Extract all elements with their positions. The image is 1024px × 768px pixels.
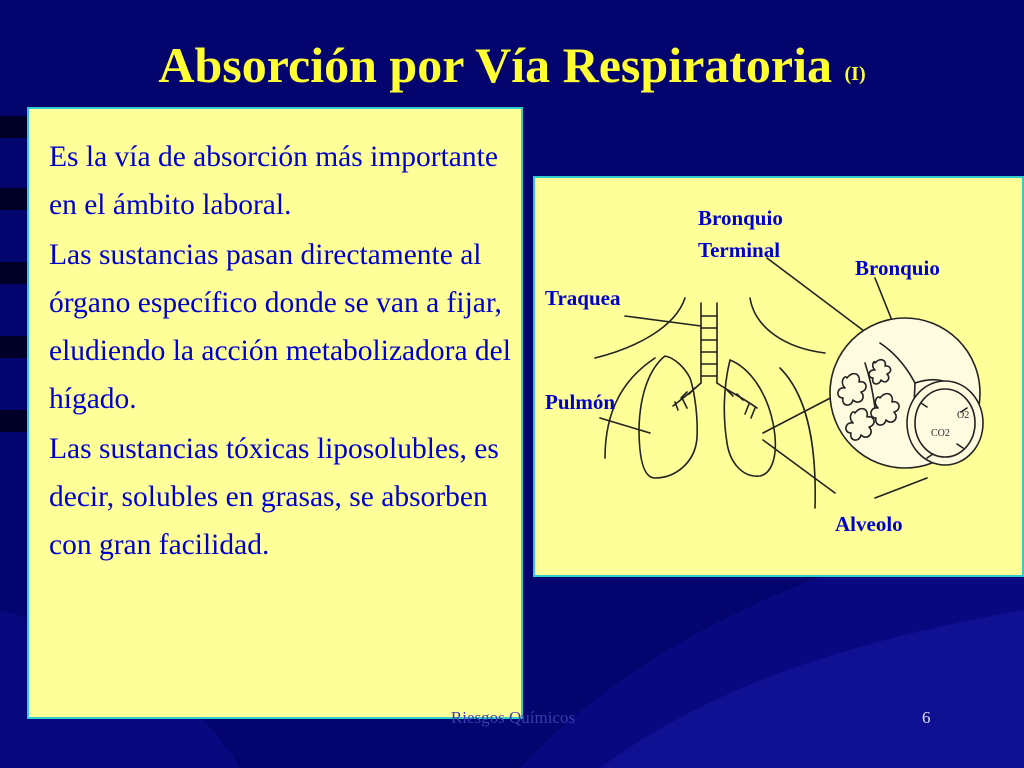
label-bronquio-terminal-2: Terminal — [698, 238, 781, 262]
label-alveolo: Alveolo — [835, 512, 903, 536]
paragraph-3: Las sustancias tóxicas liposolubles, es decir, solubles en grasas, se absorben con gran facilidad. — [49, 433, 499, 561]
paragraph-1: Es la vía de absorción más importante en el ámbito laboral. — [49, 141, 498, 221]
label-bronquio: Bronquio — [855, 256, 940, 280]
footer-title: Riesgos Químicos — [450, 708, 576, 727]
respiratory-diagram — [533, 176, 1024, 577]
text-panel — [27, 107, 523, 719]
label-bronquio-terminal-1: Bronquio — [698, 206, 783, 230]
label-pulmon: Pulmón — [545, 390, 616, 414]
paragraph-2: Las sustancias pasan directamente al órgano específico donde se van a fijar, eludiendo la acción metabolizadora del hígado. — [49, 239, 511, 415]
label-traquea: Traquea — [545, 286, 621, 310]
slide-title — [0, 30, 1024, 109]
co2-label: CO2 — [931, 428, 950, 439]
title-main: Absorción por Vía Respiratoria — [158, 37, 833, 93]
title-suffix: (I) — [844, 63, 866, 85]
page-number: 6 — [922, 708, 931, 727]
o2-label: O2 — [957, 410, 970, 421]
